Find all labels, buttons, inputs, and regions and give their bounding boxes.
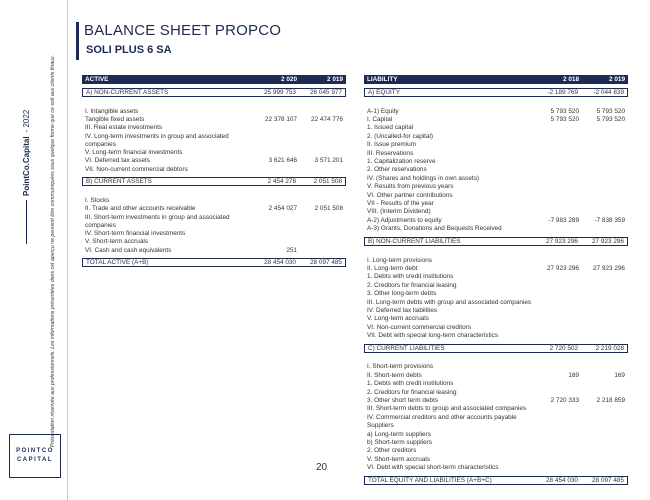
table-row <box>364 447 628 455</box>
row-label: Suppliers <box>367 422 394 430</box>
table-row <box>364 413 628 421</box>
section-total-row <box>364 476 628 485</box>
value-year-2: 22 474 776 <box>311 116 343 124</box>
row-label: 2. Creditors for financial leasing <box>367 388 457 396</box>
value-year-1: 25 999 753 <box>264 89 296 96</box>
header-year-2: 2 019 <box>609 76 625 83</box>
row-label: IV. (Shares and holdings in own assets) <box>367 174 480 182</box>
row-label: B) CURRENT ASSETS <box>86 178 152 186</box>
table-row <box>82 238 346 246</box>
table-row <box>364 388 628 396</box>
table-row <box>364 463 628 471</box>
value-year-2: 5 793 520 <box>596 107 625 115</box>
row-label: 1. Debts with credit institutions <box>367 273 454 281</box>
row-label: I. Intangible assets <box>85 107 139 115</box>
section-total-row <box>82 258 346 267</box>
value-year-1: 2 720 502 <box>549 344 578 352</box>
table-row <box>364 380 628 388</box>
row-label: 2. Other creditors <box>367 447 417 455</box>
row-label: I. Capital <box>367 116 393 124</box>
brand-strip <box>22 0 36 500</box>
value-year-2: 28 097 485 <box>310 259 342 267</box>
row-label: 2. Creditors for financial leasing <box>367 281 457 289</box>
row-label: III. Short-term investments in group and associated companies <box>85 214 230 229</box>
value-year-2: 27 923 296 <box>592 237 624 245</box>
row-label: C) CURRENT LIABILITIES <box>368 344 445 352</box>
brand-year: - 2022 <box>22 109 31 133</box>
table-row <box>364 306 628 314</box>
table-row <box>82 132 346 148</box>
table-row <box>364 422 628 430</box>
value-year-1: 5 793 520 <box>550 116 579 124</box>
row-label: TOTAL ACTIVE (A+B) <box>86 259 149 267</box>
page-subtitle: SOLI PLUS 6 SA <box>86 44 172 56</box>
active-rows <box>82 88 346 267</box>
page-title: BALANCE SHEET PROPCO <box>84 22 282 39</box>
row-label: Tangible fixed assets <box>85 116 145 124</box>
row-label: A-3) Grants, Donations and Bequests Received <box>367 225 502 233</box>
table-row <box>364 115 628 123</box>
row-label: a) Long-term suppliers <box>367 430 431 438</box>
row-label: III. Long-term debts with group and associated companies <box>367 298 532 306</box>
table-row <box>364 438 628 446</box>
table-row <box>82 124 346 132</box>
row-label: VI. Non-current commercial creditors <box>367 323 472 331</box>
disclaimer <box>50 6 60 486</box>
value-year-1: 2 720 333 <box>550 397 579 405</box>
row-label: III. Short-term debts to group and associated companies <box>367 405 527 413</box>
value-year-2: 26 045 977 <box>310 89 342 96</box>
value-year-2: 2 218 859 <box>596 397 625 405</box>
table-row <box>82 157 346 165</box>
row-label: VI. Debt with special short-term characteristics <box>367 464 499 472</box>
header-label: LIABILITY <box>367 76 398 83</box>
row-label: V. Long-term accruals <box>367 315 429 323</box>
row-label: V. Long-term financial investments <box>85 148 183 156</box>
row-label: VI. Other partner contributions <box>367 191 453 199</box>
value-year-2: -2 044 839 <box>593 89 624 96</box>
row-label: V. Short-term accruals <box>367 455 430 463</box>
value-year-1: 27 923 296 <box>547 264 579 272</box>
table-row <box>364 273 628 281</box>
table-row <box>364 107 628 115</box>
row-label: TOTAL EQUITY AND LIABILITIES (A+B+C) <box>368 476 492 484</box>
value-year-2: -7 838 359 <box>594 216 625 224</box>
value-year-2: 27 923 296 <box>593 264 625 272</box>
row-label: b) Short-term suppliers <box>367 438 432 446</box>
value-year-1: 22 378 107 <box>265 116 297 124</box>
row-label: IV. Long-term investments in group and associated companies <box>85 133 229 148</box>
row-label: A) NON-CURRENT ASSETS <box>86 89 169 96</box>
row-label: 1. Capitalization reserve <box>367 158 436 166</box>
table-row <box>364 289 628 297</box>
brand-divider <box>26 200 27 244</box>
table-row <box>364 216 628 224</box>
disclaimer-text: Présentation réservée aux professionnels. Les informations présentées dans cet aperçu ne peuvent être communiquées sous quelque forme que ce soit aux clients finaux. <box>50 54 56 448</box>
page-number: 20 <box>316 462 328 473</box>
table-row <box>364 363 628 371</box>
table-row <box>364 224 628 232</box>
value-year-2: 2 219 028 <box>595 344 624 352</box>
table-row <box>82 229 346 237</box>
table-row <box>82 205 346 213</box>
logo-line-2: CAPITAL <box>16 457 54 463</box>
row-label: 3. Other long-term debts <box>367 290 437 298</box>
row-label: IV. Deferred tax liabilities <box>367 306 438 314</box>
table-row <box>364 132 628 140</box>
value-year-1: -2 189 769 <box>547 89 578 96</box>
row-label: VI. Deferred tax assets <box>85 157 150 165</box>
row-label: VII. Debt with special long-term characteristics <box>367 332 499 340</box>
section-total-row <box>364 237 628 246</box>
active-table <box>82 75 346 271</box>
row-label: 1. Issued capital <box>367 124 414 132</box>
value-year-1: 28 454 030 <box>264 259 296 267</box>
header-year-1: 2 018 <box>563 76 579 83</box>
row-label: IV. Short-term financial investments <box>85 229 186 237</box>
value-year-1: 28 454 030 <box>546 476 578 484</box>
table-row <box>364 315 628 323</box>
section-total-row <box>364 88 628 97</box>
row-label: II. Long-term debt <box>367 264 418 272</box>
title-accent-bar <box>76 22 79 60</box>
table-row <box>82 115 346 123</box>
value-year-1: 3 621 646 <box>268 157 297 165</box>
header-label: ACTIVE <box>85 76 109 83</box>
row-label: I. Long-term provisions <box>367 256 432 264</box>
row-label: III. Reservations <box>367 149 414 157</box>
table-row <box>364 183 628 191</box>
row-label: VIII. (Interim Dividend) <box>367 208 431 216</box>
table-row <box>364 405 628 413</box>
table-row <box>82 213 346 229</box>
value-year-2: 2 051 508 <box>313 178 342 186</box>
row-label: 2. (Uncalled-for capital) <box>367 132 434 140</box>
value-year-1: 251 <box>286 246 297 254</box>
value-year-1: 27 923 296 <box>546 237 578 245</box>
value-year-2: 2 051 508 <box>314 205 343 213</box>
section-total-row <box>82 88 346 97</box>
table-row <box>364 199 628 207</box>
row-label: A) EQUITY <box>368 89 400 96</box>
row-label: II. Issue premium <box>367 141 417 149</box>
table-row <box>364 157 628 165</box>
value-year-1: 5 793 520 <box>550 107 579 115</box>
row-label: A-1) Equity <box>367 107 399 115</box>
value-year-2: 5 793 520 <box>596 116 625 124</box>
active-table-header <box>82 75 346 84</box>
table-row <box>82 107 346 115</box>
table-row <box>364 298 628 306</box>
table-row <box>82 196 346 204</box>
pointco-logo <box>9 434 61 478</box>
table-row <box>82 246 346 254</box>
table-row <box>364 256 628 264</box>
row-label: I. Short-term provisions <box>367 363 434 371</box>
header-year-2: 2 019 <box>327 76 343 83</box>
row-label: 1. Debts with credit institutions <box>367 380 454 388</box>
value-year-2: 169 <box>614 371 625 379</box>
table-row <box>364 149 628 157</box>
table-row <box>364 281 628 289</box>
section-total-row <box>82 177 346 186</box>
table-row <box>364 208 628 216</box>
row-label: A-2) Adjustments to equity <box>367 216 442 224</box>
row-label: VI. Cash and cash equivalents <box>85 246 172 254</box>
brand-name: PointCo.Capital <box>22 136 31 196</box>
row-label: I. Stocks <box>85 197 110 205</box>
logo-line-1: POINTCO <box>16 448 54 454</box>
liability-table-header <box>364 75 628 84</box>
table-row <box>364 124 628 132</box>
header-year-1: 2 020 <box>281 76 297 83</box>
table-row <box>364 166 628 174</box>
value-year-2: 28 097 485 <box>592 476 624 484</box>
row-label: II. Short-term debts <box>367 371 422 379</box>
row-label: V. Results from previous years <box>367 183 454 191</box>
table-row <box>364 264 628 272</box>
value-year-1: 169 <box>568 371 579 379</box>
table-row <box>82 148 346 156</box>
row-label: III. Real estate investments <box>85 124 163 132</box>
table-row <box>364 191 628 199</box>
liability-rows <box>364 88 628 485</box>
value-year-1: 2 454 027 <box>268 205 297 213</box>
section-total-row <box>364 344 628 353</box>
row-label: VII - Results of the year <box>367 199 434 207</box>
value-year-1: -7 983 289 <box>548 216 579 224</box>
table-row <box>364 430 628 438</box>
row-label: IV. Commercial creditors and other accounts payable <box>367 413 517 421</box>
table-row <box>364 141 628 149</box>
table-row <box>82 165 346 173</box>
table-row <box>364 174 628 182</box>
table-row <box>364 455 628 463</box>
value-year-1: 2 454 278 <box>267 178 296 186</box>
table-row <box>364 331 628 339</box>
table-row <box>364 396 628 404</box>
row-label: V. Short-term accruals <box>85 238 148 246</box>
value-year-2: 3 571 201 <box>314 157 343 165</box>
table-row <box>364 371 628 379</box>
liability-table <box>364 75 628 489</box>
row-label: 3. Other short term debts <box>367 397 439 405</box>
row-label: II. Trade and other accounts receivable <box>85 205 196 213</box>
row-label: VII. Non-current commercial debtors <box>85 165 188 173</box>
sidebar <box>0 0 68 500</box>
row-label: B) NON-CURRENT LIABILITIES <box>368 237 461 245</box>
table-row <box>364 323 628 331</box>
row-label: 2. Other reservations <box>367 166 427 174</box>
